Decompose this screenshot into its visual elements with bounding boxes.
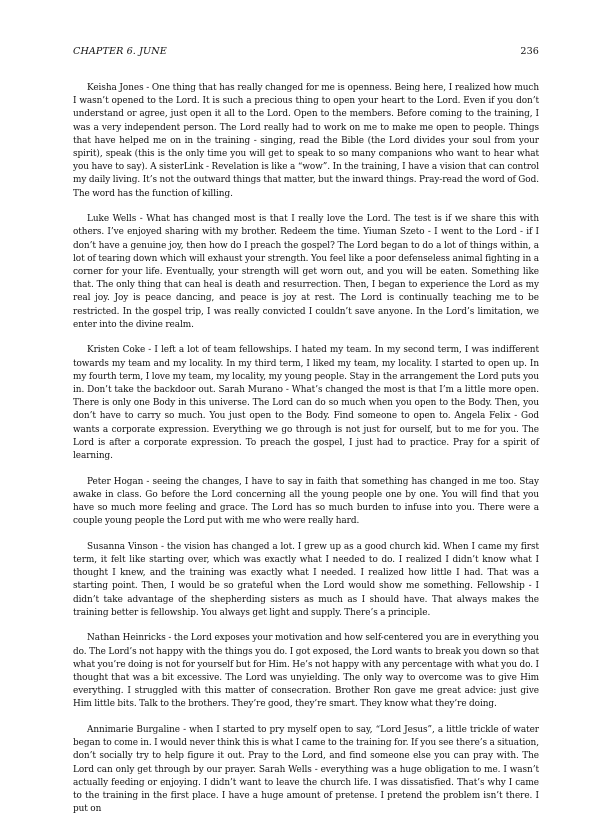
paragraph: Annimarie Burgaline - when I started to pry myself open to say, “Lord Jesus”, a little trickle of water began to come in. I would never think this is what I came to the training for. If you see there’s a situation, don’t socially try to help figure it out. Pray to the Lord, and find someone else you can pray with. The Lord can only get through by our prayer. Sarah Wells - everything was a huge obligation to me. I wasn’t actually feeding or enjoying. I didn’t want to leave the church life. I was dissatisfied. That’s why I came to the training in the first place. I have a huge amount of pretense. I pretend the problem isn’t there. I put on xyxy=(73,725,539,815)
paragraph: Keisha Jones - One thing that has really changed for me is openness. Being here, I realized how much I wasn’t opened to the Lord. It is such a precious thing to open your heart to the Lord. Even if you don’t understand or agree, just open it all to the Lord. Open to the members. Before coming to the training, I was a very independent person. The Lord really had to work on me to make me open to people. Things that have helped me on in the training - singing, read the Bible (the Lord divides your soul from your spirit), speak (this is the only time you will get to speak to so many companions who want to hear what you have to say). A sisterLink - Revelation is like a “wow”. In the training, I have a vision that can control my daily living. It’s not the outward things that matter, but the inward things. Pray-read the word of God. The word has the function of killing. xyxy=(73,83,539,199)
paragraph: Kristen Coke - I left a lot of team fellowships. I hated my team. In my second term, I was indifferent towards my team and my locality. In my third term, I liked my team, my locality. I started to open up. In my fourth term, I love my team, my locality, my young people. Stay in the arrangement the Lord puts you in. Don’t take the backdoor out. Sarah Murano - What’s changed the most is that I’m a little more open. There is only one Body in this universe. The Lord can do so much when you open to the Body. Then, you don’t have to carry so much. You just open to the Body. Find someone to open to. Angela Felix - God wants a corporate expression. Everything we go through is not just for ourself, but to me for you. The Lord is after a corporate expression. To preach the gospel, I just had to practice. Pray for a spirit of learning. xyxy=(73,345,539,462)
paragraph: Susanna Vinson - the vision has changed a lot. I grew up as a good church kid. When I came my first term, it felt like starting over, which was exactly what I needed to do. I realized I didn’t know what I thought I knew, and the training was exactly what I needed. I realized how little I had. That was a starting point. Then, I would be so grateful when the Lord would show me something. Fellowship - I didn’t take advantage of the shepherding sisters as much as I should have. That always makes the training better is fellowship. You always get light and supply. There’s a principle. xyxy=(73,541,539,618)
paragraph: Peter Hogan - seeing the changes, I have to say in faith that something has changed in me too. Stay awake in class. Go before the Lord concerning all the young people one by one. You will find that you have so much more feeling and grace. The Lord has so much burden to infuse into you. There were a couple young people the Lord put with me who were really hard. xyxy=(73,476,539,527)
running-header xyxy=(73,46,539,57)
paragraph: Luke Wells - What has changed most is that I really love the Lord. The test is if we share this with others. I’ve enjoyed sharing with my brother. Redeem the time. Yiuman Szeto - I went to the Lord - if I don’t have a genuine joy, then how do I preach the gospel? The Lord began to do a lot of things within, a lot of tearing down which will exhaust your strength. You feel like a poor defenseless animal fighting in a corner for your life. Eventually, your strength will get worn out, and you will be eaten. Something like that. The only thing that can heal is death and resurrection. Then, I began to experience the Lord as my real joy. Joy is peace dancing, and peace is joy at rest. The Lord is continually teaching me to be restricted. In the gospel trip, I was really convicted I couldn’t save anyone. In the Lord’s limitation, we enter into the divine realm. xyxy=(73,214,539,330)
page-number: 236 xyxy=(520,46,539,57)
page-body xyxy=(73,82,539,829)
chapter-title: CHAPTER 6. JUNE xyxy=(73,46,167,57)
paragraph: Nathan Heinricks - the Lord exposes your motivation and how self-centered you are in everything you do. The Lord’s not happy with the things you do. I got exposed, the Lord wants to break you down so that what you’re doing is not for yourself but for Him. He’s not happy with any percentage with what you do. I thought that was a bit excessive. The Lord was unyielding. The only way to overcome was to give Him everything. I struggled with this matter of consecration. Brother Ron gave me great advice: just give Him little bits. Talk to the brothers. They’re good, they’re smart. They know what they’re doing. xyxy=(73,633,539,710)
